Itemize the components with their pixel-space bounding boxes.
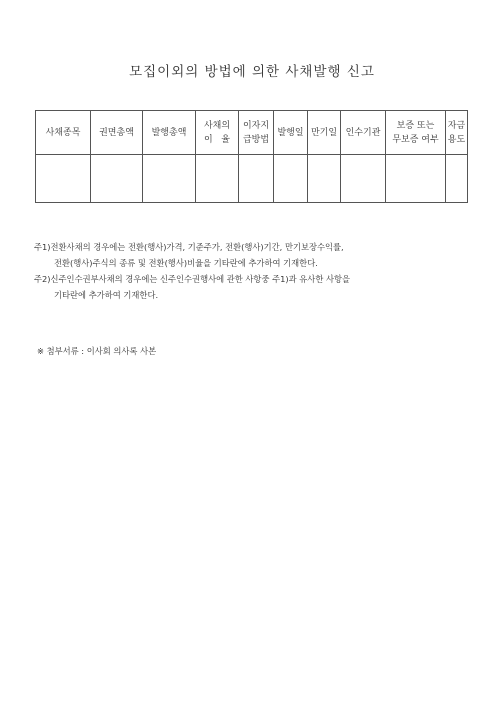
cell-issue-amount[interactable] (143, 155, 196, 203)
cell-issue-date[interactable] (274, 155, 308, 203)
note-2-continued: 기타란에 추가하여 기재한다. (54, 290, 159, 300)
note-1: 주1)전환사채의 경우에는 전환(행사)가격, 기준주가, 전환(행사)기간, 만기보장수익률, (34, 242, 344, 252)
note-1-continued: 전환(행사)주식의 종류 및 전환(행사)비율을 기타란에 추가하여 기재한다. (54, 258, 318, 268)
header-issue-date: 발행일 (274, 111, 308, 155)
cell-fund-use[interactable] (446, 155, 468, 203)
header-guarantee: 보증 또는 무보증 여부 (386, 111, 446, 155)
header-underwriter: 인수기관 (341, 111, 386, 155)
header-maturity-date: 만기일 (308, 111, 341, 155)
table-header-row (36, 111, 468, 155)
attachment-note: ※ 첨부서류 : 이사회 의사록 사본 (37, 346, 157, 356)
page-title: 모집이외의 방법에 의한 사채발행 신고 (129, 64, 375, 80)
header-issue-amount: 발행총액 (143, 111, 196, 155)
notes (34, 239, 474, 303)
cell-guarantee[interactable] (386, 155, 446, 203)
table-row (36, 155, 468, 203)
cell-underwriter[interactable] (341, 155, 386, 203)
note-2: 주2)신주인수권부사채의 경우에는 신주인수권행사에 관한 사항중 주1)과 유사한 사항을 (34, 274, 351, 284)
cell-interest-payment[interactable] (239, 155, 274, 203)
header-interest-payment: 이자지 급방법 (239, 111, 274, 155)
cell-bond-type[interactable] (36, 155, 91, 203)
header-interest-rate: 사채의 이 율 (196, 111, 239, 155)
report-form-table (35, 110, 468, 203)
cell-interest-rate[interactable] (196, 155, 239, 203)
cell-maturity-date[interactable] (308, 155, 341, 203)
cell-face-amount[interactable] (91, 155, 143, 203)
header-bond-type: 사채종목 (36, 111, 91, 155)
header-fund-use: 자금 용도 (446, 111, 468, 155)
header-face-amount: 권면총액 (91, 111, 143, 155)
